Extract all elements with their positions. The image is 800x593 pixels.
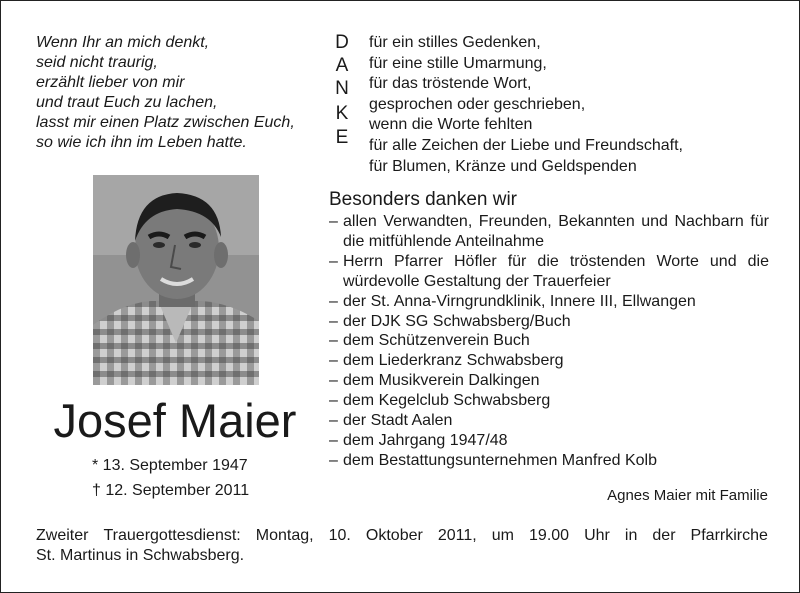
footer-word: Oktober bbox=[365, 527, 423, 544]
footer-word: Trauergottesdienst: bbox=[103, 527, 241, 544]
footer-word: Pfarrkirche bbox=[690, 527, 768, 544]
poem-line: lasst mir einen Platz zwischen Euch, bbox=[36, 114, 295, 131]
danke-line: wenn die Worte fehlten bbox=[369, 116, 533, 134]
poem-line: seid nicht traurig, bbox=[36, 54, 158, 71]
thanks-item: – dem Schützenverein Buch bbox=[329, 331, 769, 351]
death-date: † 12. September 2011 bbox=[92, 482, 250, 499]
thanks-item-text: der St. Anna-Virngrundklinik, Innere III, Ellwangen bbox=[343, 292, 696, 310]
thanks-item-text: allen Verwandten, Freunden, Bekannten und Nachbarn für die mitfühlende Anteilnahme bbox=[343, 213, 769, 250]
poem-line: so wie ich ihn im Leben hatte. bbox=[36, 134, 247, 151]
footer-word: 2011, bbox=[437, 527, 477, 544]
danke-line: für das tröstende Wort, bbox=[369, 75, 532, 93]
danke-line: für ein stilles Gedenken, bbox=[369, 34, 541, 51]
danke-letter: K bbox=[335, 102, 349, 124]
poem-line: erzählt lieber von mir bbox=[36, 74, 185, 91]
footer-word: Montag, bbox=[255, 527, 314, 544]
thanks-item: – allen Verwandten, Freunden, Bekannten und Nachbarn für die mitfühlende Anteilnahme bbox=[329, 213, 769, 250]
poem-line: Wenn Ihr an mich denkt, bbox=[36, 34, 210, 51]
poem-line: und traut Euch zu lachen, bbox=[36, 94, 218, 111]
thanks-item: – dem Bestattungsunternehmen Manfred Kolb bbox=[329, 451, 769, 471]
poem bbox=[36, 33, 326, 153]
danke-letter: N bbox=[335, 78, 349, 100]
danke-line: für alle Zeichen der Liebe und Freundschaft, bbox=[369, 136, 683, 154]
thanks-item: – Herrn Pfarrer Höfler für die tröstenden Worte und die würdevolle Gestaltung der Trauerfeier bbox=[329, 252, 769, 290]
danke-line: für eine stille Umarmung, bbox=[369, 54, 547, 72]
thanks-item-text: der DJK SG Schwabsberg/Buch bbox=[343, 312, 571, 330]
family-signature: Agnes Maier mit Familie bbox=[607, 487, 768, 504]
thanks-item-text: dem Schützenverein Buch bbox=[343, 332, 530, 350]
service-announcement-line-1 bbox=[36, 526, 768, 546]
portrait-photo bbox=[93, 175, 259, 385]
danke-letter: D bbox=[335, 32, 349, 53]
service-announcement-line-2: St. Martinus in Schwabsberg. bbox=[36, 547, 245, 564]
thanks-item: – der DJK SG Schwabsberg/Buch bbox=[329, 312, 769, 332]
birth-date: * 13. September 1947 bbox=[92, 457, 248, 474]
footer-word: um bbox=[491, 527, 514, 544]
thanks-item: – der Stadt Aalen bbox=[329, 411, 769, 431]
thanks-item-text: Herrn Pfarrer Höfler für die tröstenden Worte und die würdevolle Gestaltung der Trauerfeier bbox=[343, 252, 769, 290]
thanks-item: – dem Kegelclub Schwabsberg bbox=[329, 391, 769, 411]
thanks-list bbox=[329, 212, 769, 471]
thanks-item-text: der Stadt Aalen bbox=[343, 412, 453, 430]
thanks-item-text: dem Musikverein Dalkingen bbox=[343, 372, 540, 390]
footer-word: 10. bbox=[328, 527, 351, 544]
thanks-item: – der St. Anna-Virngrundklinik, Innere III, Ellwangen bbox=[329, 292, 769, 312]
service-announcement bbox=[36, 526, 768, 566]
thanks-item: – dem Jahrgang 1947/48 bbox=[329, 431, 769, 451]
danke-line: für Blumen, Kränze und Geldspenden bbox=[369, 157, 637, 175]
danke-line: gesprochen oder geschrieben, bbox=[369, 95, 586, 113]
danke-acrostic bbox=[330, 33, 354, 149]
thanks-item-text: dem Jahrgang 1947/48 bbox=[343, 431, 508, 449]
deceased-name: Josef Maier bbox=[53, 394, 297, 447]
thanks-item: – dem Musikverein Dalkingen bbox=[329, 371, 769, 391]
thanks-item-text: dem Bestattungsunternehmen Manfred Kolb bbox=[343, 451, 657, 469]
footer-word: 19.00 bbox=[529, 527, 570, 544]
thanks-item-text: dem Kegelclub Schwabsberg bbox=[343, 392, 551, 410]
footer-word: der bbox=[652, 527, 676, 544]
danke-letter: A bbox=[335, 54, 349, 76]
danke-letter: E bbox=[335, 127, 349, 149]
footer-word: in bbox=[624, 527, 638, 544]
thanks-heading: Besonders danken wir bbox=[329, 189, 517, 210]
thanks-item: – dem Liederkranz Schwabsberg bbox=[329, 351, 769, 371]
thanks-item-text: dem Liederkranz Schwabsberg bbox=[343, 352, 564, 370]
footer-word: Zweiter bbox=[36, 527, 89, 544]
footer-word: Uhr bbox=[584, 527, 610, 544]
danke-lines bbox=[369, 33, 683, 177]
